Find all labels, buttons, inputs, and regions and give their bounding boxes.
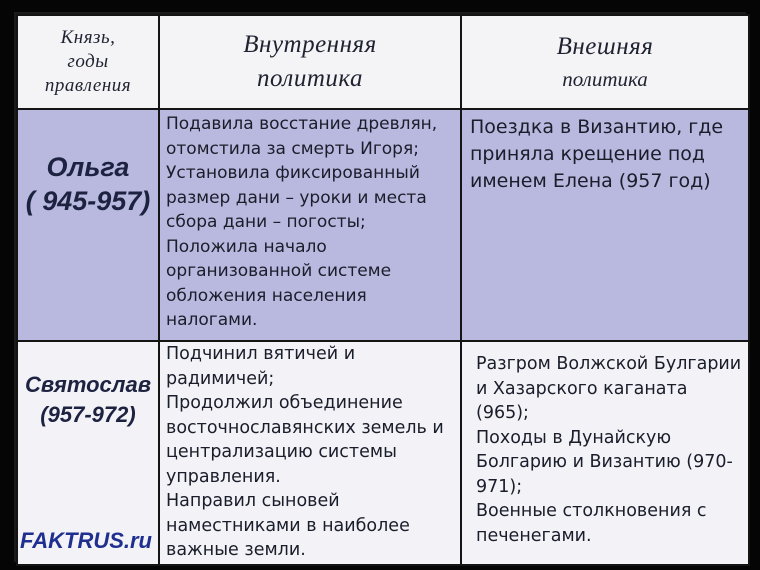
header-external-policy bbox=[461, 15, 749, 109]
header-internal-policy bbox=[159, 15, 461, 109]
header-line: политика bbox=[562, 67, 648, 91]
reign-years: (957-972) bbox=[40, 402, 136, 427]
table-header-row bbox=[17, 15, 749, 109]
header-line: Князь, bbox=[60, 27, 116, 48]
header-prince-years bbox=[17, 15, 159, 109]
internal-policy-cell bbox=[159, 341, 461, 565]
external-policy-cell bbox=[461, 341, 749, 565]
header-line: правления bbox=[44, 75, 132, 96]
policy-item: Положила начало организованной системе обложения населения налогами. bbox=[166, 236, 392, 330]
policy-item: Военные столкновения с печенегами. bbox=[476, 501, 707, 546]
header-line: Внутренняя bbox=[243, 31, 377, 58]
prince-name: Ольга bbox=[46, 152, 130, 182]
external-policy-cell bbox=[461, 109, 749, 341]
prince-cell bbox=[17, 109, 159, 341]
policy-item: Разгром Волжской Булгарии и Хазарского каганата (965); bbox=[476, 354, 742, 423]
site-watermark: FAKTRUS.ru bbox=[20, 528, 152, 553]
policy-item: Поездка в Византию, где приняла крещение под именем Елена (957 год) bbox=[470, 116, 724, 192]
reign-years: ( 945-957) bbox=[25, 186, 151, 216]
policy-item: Подавила восстание древлян, отомстила за смерть Игоря; bbox=[166, 114, 438, 159]
policy-item: Походы в Дунайскую Болгарию и Византию (970-971); bbox=[476, 427, 733, 497]
policy-item: Направил сыновей наместниками в наиболее важные земли. bbox=[166, 491, 410, 560]
policy-item: Продолжил объединение восточнославянских земель и централизацию системы управления. bbox=[166, 393, 444, 487]
header-line: политика bbox=[257, 65, 363, 92]
table-frame bbox=[14, 12, 746, 562]
table-row-olga bbox=[17, 109, 749, 341]
internal-policy-cell bbox=[159, 109, 461, 341]
prince-name: Святослав bbox=[25, 372, 151, 397]
policy-item: Установила фиксированный размер дани – уроки и места сбора дани – погосты; bbox=[166, 163, 427, 232]
header-line: Внешняя bbox=[556, 33, 654, 60]
header-line: годы bbox=[67, 51, 109, 72]
rulers-policy-table bbox=[16, 14, 750, 566]
policy-item: Подчинил вятичей и радимичей; bbox=[166, 344, 356, 389]
